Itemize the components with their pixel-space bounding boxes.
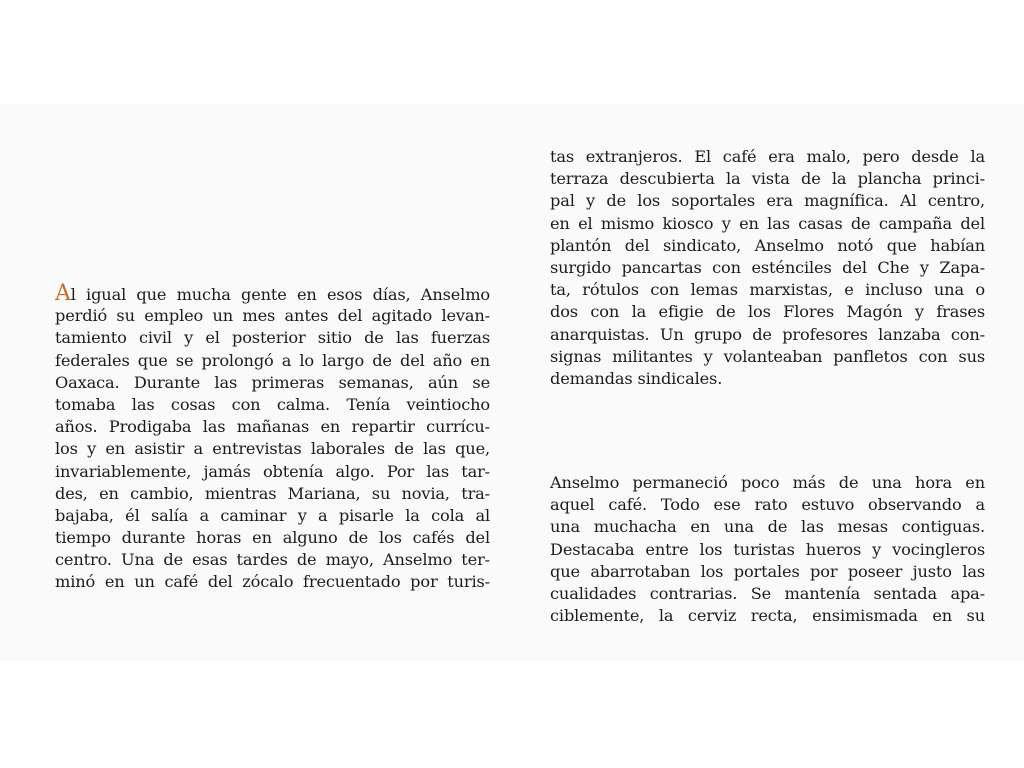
- right-column-paragraph-2: [550, 472, 985, 627]
- text-line: tamiento civil y el posterior sitio de las fuerzas: [55, 328, 490, 348]
- text-line: años. Prodigaba las mañanas en repartir currícu-: [55, 417, 490, 437]
- drop-cap: A: [55, 283, 71, 306]
- text-line: los y en asistir a entrevistas laborales de las que,: [55, 439, 490, 459]
- text-line: Destacaba entre los turistas hueros y vocingleros: [550, 539, 985, 559]
- text-line: [55, 283, 490, 305]
- text-line: bajaba, él salía a caminar y a pisarle la cola al: [55, 505, 490, 525]
- left-column: [55, 283, 490, 594]
- text-line: dos con la efigie de los Flores Magón y frases: [550, 302, 985, 322]
- text-line: en el mismo kiosco y en las casas de campaña del: [550, 213, 985, 233]
- text-line: plantón del sindicato, Anselmo notó que habían: [550, 235, 985, 255]
- text-line: signas militantes y volanteaban panfletos con sus: [550, 346, 985, 366]
- text-line: cualidades contrarias. Se mantenía sentada apa-: [550, 583, 985, 603]
- text-line: tomaba las cosas con calma. Tenía veintiocho: [55, 394, 490, 414]
- text-line: demandas sindicales.: [550, 368, 723, 388]
- text-line: tiempo durante horas en alguno de los cafés del: [55, 528, 490, 548]
- text-line: federales que se prolongó a lo largo de del año en: [55, 350, 490, 370]
- text-line: Oaxaca. Durante las primeras semanas, aún se: [55, 372, 490, 392]
- text-line: des, en cambio, mientras Mariana, su novia, tra-: [55, 483, 490, 503]
- text-line: Anselmo permaneció poco más de una hora en: [550, 473, 985, 492]
- text-line: surgido pancartas con esténciles del Che y Zapa-: [550, 257, 985, 277]
- text-line: tas extranjeros. El café era malo, pero desde la: [550, 147, 985, 166]
- text-line: invariablemente, jamás obtenía algo. Por las tar-: [55, 461, 490, 481]
- text-line: anarquistas. Un grupo de profesores lanzaba con-: [550, 324, 985, 344]
- text-line: perdió su empleo un mes antes del agitado levan-: [55, 306, 490, 326]
- text-line: terraza descubierta la vista de la plancha princi-: [550, 169, 985, 189]
- text-line: pal y de los soportales era magnífica. Al centro,: [550, 191, 985, 211]
- text-line: ta, rótulos con lemas marxistas, e incluso una o: [550, 280, 985, 300]
- text-line: aquel café. Todo ese rato estuvo observando a: [550, 495, 985, 515]
- text-line: que abarrotaban los portales por poseer justo las: [550, 561, 985, 581]
- text-line: ciblemente, la cerviz recta, ensimismada en su: [550, 606, 985, 626]
- text-line: minó en un café del zócalo frecuentado por turis-: [55, 572, 490, 592]
- text-line: una muchacha en una de las mesas contiguas.: [550, 517, 985, 537]
- text-fragment: l igual que mucha gente en esos días, Anselmo: [70, 285, 490, 304]
- text-line: centro. Una de esas tardes de mayo, Anselmo ter-: [55, 550, 490, 570]
- right-column-paragraph-1: [550, 146, 985, 390]
